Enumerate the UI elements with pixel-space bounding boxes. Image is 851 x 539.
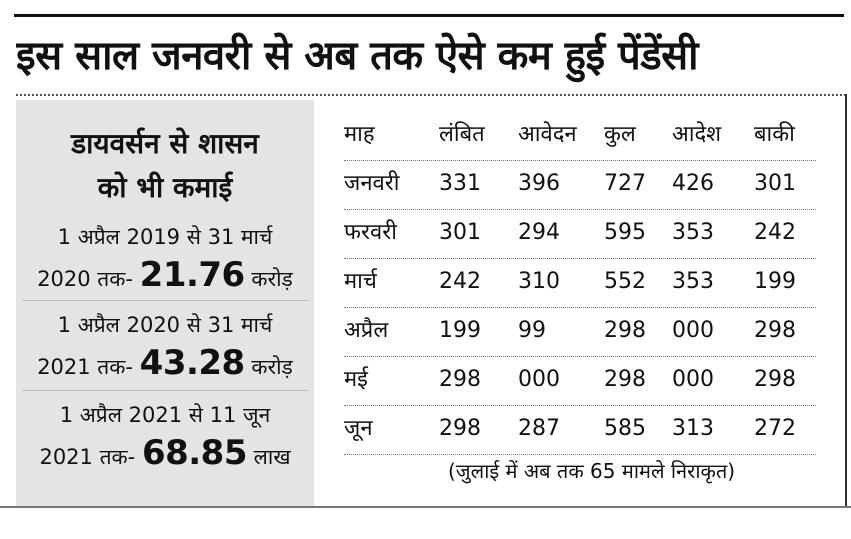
cell-pending: 331 xyxy=(439,171,481,196)
table-row xyxy=(344,357,816,406)
cell-pending: 301 xyxy=(439,220,481,245)
period-prefix: 2021 तक- xyxy=(39,445,136,469)
table-row xyxy=(344,308,816,357)
period-2019-20 xyxy=(16,218,314,298)
period-range: 1 अप्रैल 2021 से 11 जून xyxy=(59,403,271,427)
period-range: 1 अप्रैल 2020 से 31 मार्च xyxy=(57,313,273,337)
period-amount: 68.85 xyxy=(141,433,247,473)
cell-orders: 353 xyxy=(672,220,714,245)
header-remaining: बाकी xyxy=(754,122,795,147)
header-month: माह xyxy=(344,122,375,147)
cell-applications: 396 xyxy=(518,171,560,196)
bottom-rule xyxy=(0,506,851,508)
cell-pending: 242 xyxy=(439,269,481,294)
top-rule xyxy=(14,14,844,17)
period-range: 1 अप्रैल 2019 से 31 मार्च xyxy=(57,225,273,249)
cell-remaining: 301 xyxy=(754,171,796,196)
header-total: कुल xyxy=(604,122,636,147)
cell-applications: 294 xyxy=(518,220,560,245)
cell-remaining: 298 xyxy=(754,367,796,392)
cell-orders: 353 xyxy=(672,269,714,294)
headline-divider xyxy=(16,94,846,96)
cell-pending: 298 xyxy=(439,367,481,392)
cell-total: 552 xyxy=(604,269,646,294)
period-unit: लाख xyxy=(253,445,291,469)
period-unit: करोड़ xyxy=(251,267,293,291)
cell-pending: 298 xyxy=(439,416,481,441)
period-prefix: 2020 तक- xyxy=(37,267,133,291)
right-border xyxy=(845,94,847,506)
cell-applications: 000 xyxy=(518,367,560,392)
cell-remaining: 242 xyxy=(754,220,796,245)
period-unit: करोड़ xyxy=(251,355,293,379)
cell-month: मार्च xyxy=(344,269,377,294)
period-divider xyxy=(22,390,308,391)
cell-orders: 313 xyxy=(672,416,714,441)
cell-applications: 287 xyxy=(518,416,560,441)
period-prefix: 2021 तक- xyxy=(37,355,133,379)
header-applications: आवेदन xyxy=(518,122,577,147)
footnote: (जुलाई में अब तक 65 मामले निराकृत) xyxy=(448,459,736,483)
period-2021 xyxy=(16,396,314,476)
period-amount: 43.28 xyxy=(139,343,245,383)
cell-remaining: 298 xyxy=(754,318,796,343)
cell-applications: 310 xyxy=(518,269,560,294)
header-orders: आदेश xyxy=(672,122,722,147)
cell-orders: 000 xyxy=(672,318,714,343)
cell-total: 585 xyxy=(604,416,646,441)
table-row xyxy=(344,210,816,259)
cell-remaining: 272 xyxy=(754,416,796,441)
table-row xyxy=(344,161,816,210)
sidebar-title xyxy=(16,122,314,210)
table-row xyxy=(344,406,816,455)
cell-orders: 000 xyxy=(672,367,714,392)
header-pending: लंबित xyxy=(439,122,485,147)
period-amount-line xyxy=(16,256,314,298)
cell-total: 595 xyxy=(604,220,646,245)
cell-total: 298 xyxy=(604,318,646,343)
sidebar-title-line2: को भी कमाई xyxy=(97,171,233,204)
period-2020-21 xyxy=(16,306,314,386)
cell-remaining: 199 xyxy=(754,269,796,294)
cell-month: जून xyxy=(344,416,373,441)
diversion-revenue-box xyxy=(16,100,314,506)
table-row xyxy=(344,259,816,308)
cell-month: मई xyxy=(344,367,368,392)
cell-month: जनवरी xyxy=(344,171,400,196)
period-amount-line xyxy=(16,344,314,386)
cell-total: 727 xyxy=(604,171,646,196)
period-amount-line xyxy=(16,434,314,476)
cell-pending: 199 xyxy=(439,318,481,343)
cell-applications: 99 xyxy=(518,318,546,343)
sidebar-title-line1: डायवर्सन से शासन xyxy=(71,127,259,160)
headline: इस साल जनवरी से अब तक ऐसे कम हुई पेंडेंसी xyxy=(16,33,699,79)
cell-total: 298 xyxy=(604,367,646,392)
period-amount: 21.76 xyxy=(139,255,245,295)
table-header-row xyxy=(344,112,816,161)
cell-orders: 426 xyxy=(672,171,714,196)
pendency-table xyxy=(344,112,816,455)
period-divider xyxy=(22,300,308,301)
cell-month: फरवरी xyxy=(344,220,397,245)
cell-month: अप्रैल xyxy=(344,318,389,343)
